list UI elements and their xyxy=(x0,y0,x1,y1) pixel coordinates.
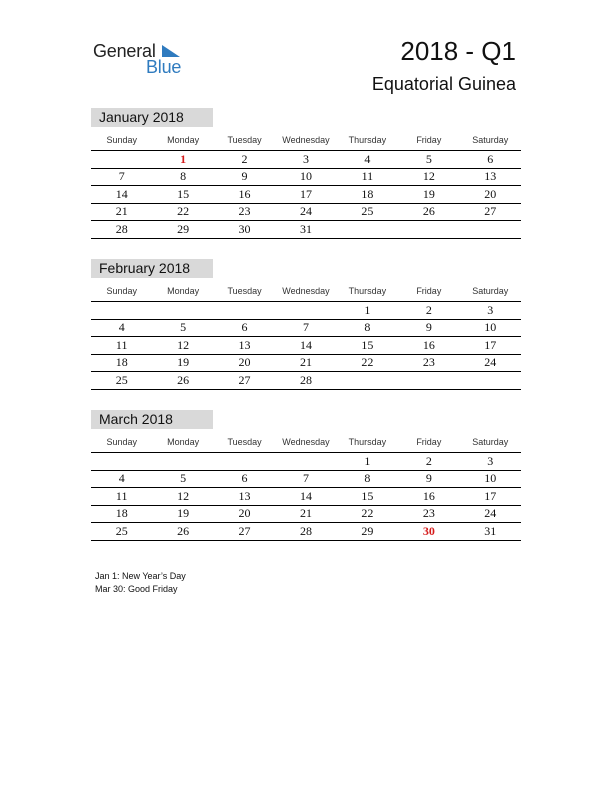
weekday-header-row xyxy=(91,130,521,151)
day-cell: 19 xyxy=(422,186,435,201)
day-cell: 25 xyxy=(115,523,128,538)
day-cell: 2 xyxy=(425,453,432,468)
day-cell: 12 xyxy=(177,488,190,503)
week-row xyxy=(91,488,521,506)
day-cell: 12 xyxy=(422,169,435,184)
day-cell: 1 xyxy=(364,302,371,317)
day-cell: 20 xyxy=(238,506,251,521)
day-cell: 8 xyxy=(364,320,371,335)
holiday-day-cell: 30 xyxy=(422,523,435,538)
day-cell: 22 xyxy=(361,355,374,370)
logo-flag-icon xyxy=(160,43,182,59)
day-cell: 7 xyxy=(302,320,309,335)
day-cell: 24 xyxy=(484,355,497,370)
weekday-header: Friday xyxy=(416,135,442,145)
day-cell: 4 xyxy=(118,320,125,335)
day-cell: 18 xyxy=(115,355,128,370)
weekday-header: Wednesday xyxy=(282,286,330,296)
day-cell: 6 xyxy=(241,471,248,486)
day-cell: 3 xyxy=(487,302,494,317)
weekday-header: Thursday xyxy=(348,135,387,145)
day-cell: 28 xyxy=(115,221,128,236)
day-cell: 29 xyxy=(177,221,190,236)
day-cell: 4 xyxy=(118,471,125,486)
page-title: 2018 - Q1 xyxy=(400,36,516,66)
holiday-note: Mar 30: Good Friday xyxy=(95,584,178,594)
weekday-header-row xyxy=(91,281,521,302)
day-cell: 4 xyxy=(364,151,371,166)
day-cell: 9 xyxy=(241,169,248,184)
month-label: March 2018 xyxy=(91,410,213,429)
country-name: Equatorial Guinea xyxy=(371,74,516,94)
week-row xyxy=(91,204,521,222)
day-cell: 7 xyxy=(302,471,309,486)
week-row xyxy=(91,302,521,320)
day-cell: 14 xyxy=(299,488,312,503)
day-cell: 16 xyxy=(422,488,435,503)
day-cell: 6 xyxy=(487,151,494,166)
holiday-day-cell: 1 xyxy=(180,151,187,166)
day-cell: 28 xyxy=(299,372,312,387)
day-cell: 22 xyxy=(361,506,374,521)
week-row xyxy=(91,221,521,239)
week-row xyxy=(91,372,521,390)
day-cell: 2 xyxy=(425,302,432,317)
day-cell: 9 xyxy=(425,320,432,335)
weekday-header: Wednesday xyxy=(282,437,330,447)
day-cell: 17 xyxy=(484,337,497,352)
day-cell: 10 xyxy=(484,471,497,486)
weekday-header: Sunday xyxy=(106,286,137,296)
day-cell: 24 xyxy=(299,204,312,219)
day-cell: 27 xyxy=(484,204,497,219)
day-cell: 17 xyxy=(299,186,312,201)
day-cell: 15 xyxy=(361,337,374,352)
week-row xyxy=(91,151,521,169)
week-row xyxy=(91,320,521,338)
day-cell: 21 xyxy=(299,506,312,521)
day-cell: 18 xyxy=(361,186,374,201)
weekday-header: Wednesday xyxy=(282,135,330,145)
day-cell: 31 xyxy=(484,523,497,538)
weekday-header: Tuesday xyxy=(227,286,262,296)
day-cell: 7 xyxy=(118,169,125,184)
day-cell: 20 xyxy=(484,186,497,201)
day-cell: 14 xyxy=(299,337,312,352)
day-cell: 26 xyxy=(422,204,435,219)
week-row xyxy=(91,169,521,187)
day-cell: 30 xyxy=(238,221,251,236)
weekday-header: Monday xyxy=(167,135,200,145)
day-cell: 19 xyxy=(177,355,190,370)
weekday-header: Thursday xyxy=(348,437,387,447)
month-label: January 2018 xyxy=(91,108,213,127)
day-cell: 13 xyxy=(238,337,251,352)
day-cell: 10 xyxy=(299,169,312,184)
day-cell: 25 xyxy=(361,204,374,219)
day-cell: 21 xyxy=(115,204,128,219)
day-cell: 16 xyxy=(422,337,435,352)
day-cell: 10 xyxy=(484,320,497,335)
day-cell: 9 xyxy=(425,471,432,486)
day-cell: 15 xyxy=(361,488,374,503)
weekday-header: Saturday xyxy=(472,437,509,447)
day-cell: 6 xyxy=(241,320,248,335)
day-cell: 26 xyxy=(177,523,190,538)
day-cell: 2 xyxy=(241,151,248,166)
weekday-header: Monday xyxy=(167,286,200,296)
day-cell: 5 xyxy=(180,320,187,335)
month-label: February 2018 xyxy=(91,259,213,278)
day-cell: 5 xyxy=(425,151,432,166)
day-cell: 18 xyxy=(115,506,128,521)
holiday-note: Jan 1: New Year’s Day xyxy=(95,571,186,581)
weekday-header: Tuesday xyxy=(227,437,262,447)
weekday-header: Friday xyxy=(416,286,442,296)
weekday-header: Monday xyxy=(167,437,200,447)
day-cell: 5 xyxy=(180,471,187,486)
day-cell: 28 xyxy=(299,523,312,538)
day-cell: 17 xyxy=(484,488,497,503)
holiday-notes xyxy=(95,570,186,596)
logo-text-general: General xyxy=(93,41,156,61)
logo xyxy=(93,40,193,80)
day-cell: 11 xyxy=(115,337,128,352)
month-calendar-january xyxy=(91,108,521,239)
weekday-header: Sunday xyxy=(106,437,137,447)
day-cell: 3 xyxy=(487,453,494,468)
day-cell: 21 xyxy=(299,355,312,370)
day-cell: 12 xyxy=(177,337,190,352)
day-cell: 31 xyxy=(299,221,312,236)
day-cell: 11 xyxy=(361,169,374,184)
weekday-header: Friday xyxy=(416,437,442,447)
day-cell: 11 xyxy=(115,488,128,503)
day-cell: 23 xyxy=(422,506,435,521)
weekday-header: Thursday xyxy=(348,286,387,296)
week-row xyxy=(91,355,521,373)
day-cell: 27 xyxy=(238,372,251,387)
day-cell: 22 xyxy=(177,204,190,219)
day-cell: 29 xyxy=(361,523,374,538)
week-row xyxy=(91,523,521,541)
day-cell: 23 xyxy=(238,204,251,219)
weekday-header: Saturday xyxy=(472,286,509,296)
week-row xyxy=(91,186,521,204)
day-cell: 24 xyxy=(484,506,497,521)
day-cell: 14 xyxy=(115,186,128,201)
day-cell: 8 xyxy=(364,471,371,486)
day-cell: 13 xyxy=(238,488,251,503)
day-cell: 23 xyxy=(422,355,435,370)
day-cell: 15 xyxy=(177,186,190,201)
weekday-header: Sunday xyxy=(106,135,137,145)
week-row xyxy=(91,337,521,355)
day-cell: 20 xyxy=(238,355,251,370)
day-cell: 27 xyxy=(238,523,251,538)
day-cell: 3 xyxy=(302,151,309,166)
weekday-header: Tuesday xyxy=(227,135,262,145)
week-row xyxy=(91,471,521,489)
day-cell: 13 xyxy=(484,169,497,184)
day-cell: 1 xyxy=(364,453,371,468)
day-cell: 26 xyxy=(177,372,190,387)
week-row xyxy=(91,506,521,524)
day-cell: 25 xyxy=(115,372,128,387)
logo-text-blue: Blue xyxy=(146,57,182,77)
month-calendar-february xyxy=(91,259,521,390)
day-cell: 8 xyxy=(180,169,187,184)
month-calendar-march xyxy=(91,410,521,541)
week-row xyxy=(91,453,521,471)
day-cell: 19 xyxy=(177,506,190,521)
day-cell: 16 xyxy=(238,186,251,201)
weekday-header: Saturday xyxy=(472,135,509,145)
weekday-header-row xyxy=(91,432,521,453)
